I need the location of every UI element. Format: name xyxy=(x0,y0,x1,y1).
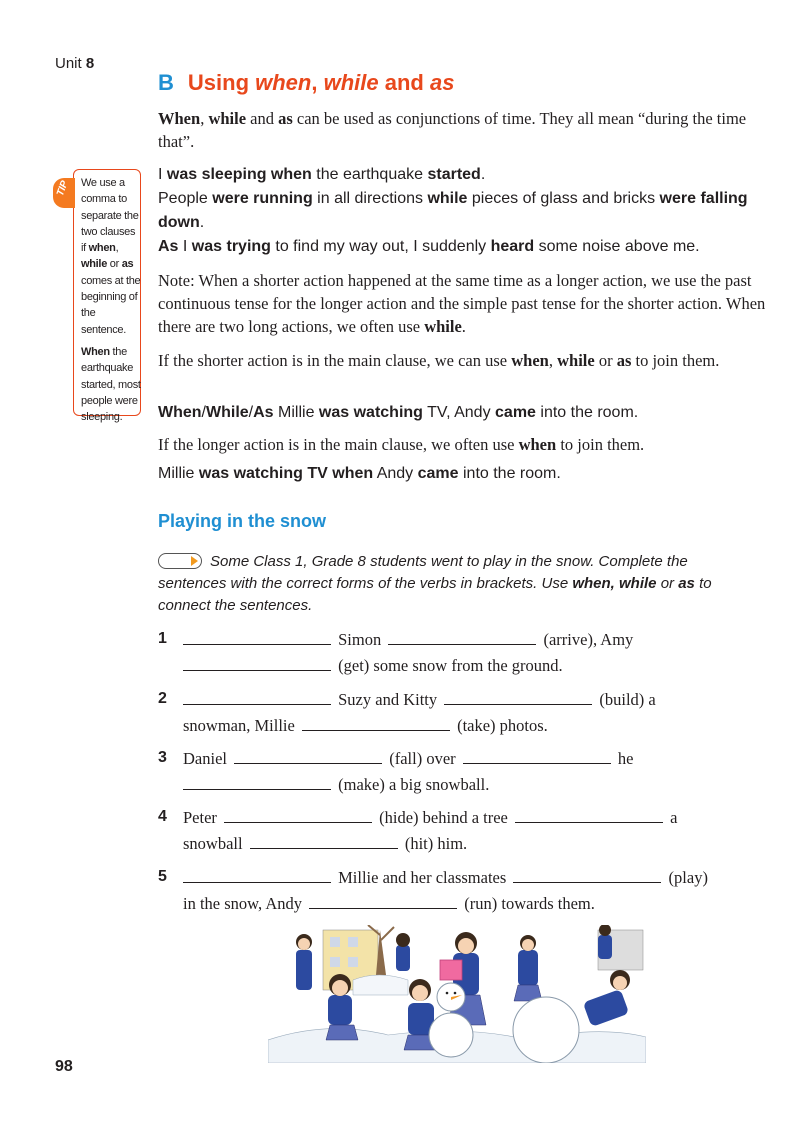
tip-label: TIP xyxy=(54,179,71,198)
tip-as: as xyxy=(121,258,134,271)
q3-blank-1[interactable] xyxy=(234,750,382,764)
ex1-c: the earthquake xyxy=(311,166,428,183)
intro-as: as xyxy=(278,109,293,128)
q1-l1b: (arrive), Amy xyxy=(543,630,634,649)
note-end: . xyxy=(461,317,466,336)
instr-2: or xyxy=(656,575,679,592)
instr-b2: as xyxy=(678,575,695,592)
ex4-g: was watching xyxy=(318,404,423,421)
ex1-e: . xyxy=(480,166,486,183)
q2-line1 xyxy=(180,687,656,713)
q5-line2 xyxy=(183,891,595,917)
page-number: 98 xyxy=(55,1058,73,1075)
title-as: as xyxy=(429,70,455,95)
q1-blank-2[interactable] xyxy=(388,631,536,645)
q5-blank-3[interactable] xyxy=(309,895,457,909)
ex1-b: was sleeping when xyxy=(166,166,312,183)
q1-line1 xyxy=(180,627,633,653)
q4-line2 xyxy=(183,831,467,857)
q4-l2b: (hit) him. xyxy=(404,834,468,853)
example-1 xyxy=(158,163,758,187)
note-text: Note: When a shorter action happened at the same time as a longer action, we use the past continuous tense for the longer action and the simple past tense for the shorter action. When there are two long actions, we often use xyxy=(158,271,766,336)
q3-l1b: (fall) over xyxy=(389,749,456,768)
unit-label xyxy=(55,55,94,72)
q5-l1c: (play) xyxy=(668,868,708,887)
q4-blank-3[interactable] xyxy=(250,835,398,849)
intro-and: and xyxy=(246,109,279,128)
snow-illustration xyxy=(268,925,646,1063)
q3-line1 xyxy=(183,746,633,772)
tip-t2: , xyxy=(115,242,119,255)
q3-l1a: Daniel xyxy=(183,749,227,768)
title-while: while xyxy=(323,70,379,95)
q1-l2a: (get) some snow from the ground. xyxy=(338,656,563,675)
tip-t1: We use a comma to separate the two clauses if xyxy=(81,177,139,255)
ex4-j: into the room. xyxy=(535,404,639,421)
ex4-i: came xyxy=(495,404,536,421)
rule1-f: as xyxy=(616,351,632,370)
rule-1 xyxy=(158,349,758,372)
tip-t3: or xyxy=(107,258,122,271)
example-3 xyxy=(158,235,758,259)
intro-rest: can be used as conjunctions of time. They all mean “during the time that”. xyxy=(158,109,747,151)
ex2-f: were falling down xyxy=(158,190,748,231)
ex2-b: were running xyxy=(212,190,313,207)
rule2-b: when xyxy=(518,435,557,454)
ex5-e: into the room. xyxy=(458,465,561,482)
ex2-a: People xyxy=(158,190,213,207)
section-letter: B xyxy=(158,70,174,95)
q1-l1a: Simon xyxy=(338,630,382,649)
q3-number: 3 xyxy=(158,749,167,766)
q3-l1c: he xyxy=(617,749,634,768)
ex2-d: while xyxy=(427,190,468,207)
ex4-h: TV, Andy xyxy=(422,404,496,421)
ex3-c: was trying xyxy=(191,238,271,255)
tip-ex-rest: the earthquake started, most people were sleeping. xyxy=(81,345,141,424)
q3-blank-2[interactable] xyxy=(463,750,611,764)
q5-blank-2[interactable] xyxy=(513,869,661,883)
q4-l1b: (hide) behind a tree xyxy=(379,808,508,827)
rule2-c: to join them. xyxy=(556,435,645,454)
q2-l1a: Suzy and Kitty xyxy=(338,690,438,709)
intro-when: When xyxy=(158,109,201,128)
examples-block xyxy=(158,163,758,259)
q2-l1b: (build) a xyxy=(599,690,656,709)
intro-while: while xyxy=(208,109,247,128)
rule1-e: or xyxy=(594,351,617,370)
rule1-b: when xyxy=(511,351,549,370)
q5-l2b: (run) towards them. xyxy=(464,894,595,913)
q4-blank-2[interactable] xyxy=(515,809,663,823)
q2-l2b: (take) photos. xyxy=(457,716,548,735)
rule1-c: , xyxy=(548,351,558,370)
ex2-g: . xyxy=(199,214,205,231)
q4-line1 xyxy=(183,805,677,831)
unit-number: 8 xyxy=(85,55,95,72)
q5-line1 xyxy=(180,865,708,891)
q5-number: 5 xyxy=(158,868,167,885)
q4-l1c: a xyxy=(670,808,678,827)
tip-t4: comes at the beginning of the sentence. xyxy=(81,274,141,336)
ex4-b: / xyxy=(201,404,206,421)
tip-while: while xyxy=(81,258,108,271)
q5-l2a: in the snow, Andy xyxy=(183,894,303,913)
unit-text: Unit xyxy=(55,55,82,72)
ex4-d: / xyxy=(248,404,254,421)
tip-example xyxy=(81,344,141,425)
q3-l2a: (make) a big snowball. xyxy=(338,775,490,794)
ex5-c: Andy xyxy=(373,465,418,482)
ex3-a: As xyxy=(158,238,179,255)
intro-paragraph xyxy=(158,107,758,153)
q2-blank-3[interactable] xyxy=(302,717,450,731)
title-sep: , xyxy=(311,70,324,95)
q5-blank-1[interactable] xyxy=(183,869,331,883)
rule-2 xyxy=(158,433,758,456)
ex5-b: was watching TV when xyxy=(198,465,374,482)
q2-blank-1[interactable] xyxy=(183,691,331,705)
title-prefix: Using xyxy=(187,70,256,95)
ex3-e: heard xyxy=(490,238,535,255)
ex4-a: When xyxy=(158,404,202,421)
intro-sep: , xyxy=(200,109,209,128)
ex5-a: Millie xyxy=(158,465,199,482)
ex3-b: I xyxy=(178,238,192,255)
note-paragraph xyxy=(158,269,768,338)
section-title xyxy=(158,70,454,96)
tip-ex-bold: When xyxy=(81,345,110,358)
q4-number: 4 xyxy=(158,808,167,825)
ex1-a: I xyxy=(158,166,167,183)
ex3-d: to find my way out, I suddenly xyxy=(270,238,491,255)
ex2-e: pieces of glass and bricks xyxy=(467,190,660,207)
rule1-d: while xyxy=(557,351,595,370)
ex2-c: in all directions xyxy=(312,190,428,207)
tip-text xyxy=(81,175,141,425)
rule2-a: If the longer action is in the main clause, we often use xyxy=(158,435,519,454)
ex4-c: While xyxy=(206,404,249,421)
q2-number: 2 xyxy=(158,690,167,707)
rule1-g: to join them. xyxy=(631,351,720,370)
example-2 xyxy=(158,187,758,235)
title-when: when xyxy=(255,70,312,95)
ex4-f: Millie xyxy=(273,404,319,421)
instr-b1: when, while xyxy=(572,575,657,592)
tip-when: when xyxy=(88,242,116,255)
instr-1: Some Class 1, Grade 8 students went to play in the snow. Complete the sentences with the correct forms of the verbs in brackets. Use xyxy=(158,553,688,592)
q1-blank-3[interactable] xyxy=(183,657,331,671)
q4-l1a: Peter xyxy=(183,808,217,827)
q5-l1b: Millie and her classmates xyxy=(338,868,507,887)
exercise-instructions xyxy=(158,551,748,617)
q1-number: 1 xyxy=(158,630,167,647)
q2-line2 xyxy=(183,713,548,739)
example-4 xyxy=(158,401,758,425)
q4-blank-1[interactable] xyxy=(224,809,372,823)
q2-l2a: snowman, Millie xyxy=(183,716,295,735)
exercise-title: Playing in the snow xyxy=(158,511,327,531)
example-5 xyxy=(158,462,758,486)
q3-blank-3[interactable] xyxy=(183,776,331,790)
ex1-d: started xyxy=(427,166,481,183)
ex4-e: As xyxy=(253,404,274,421)
title-and: and xyxy=(378,70,430,95)
ex3-f: some noise above me. xyxy=(534,238,700,255)
rule1-a: If the shorter action is in the main clause, we can use xyxy=(158,351,512,370)
q3-line2 xyxy=(180,772,489,798)
q1-line2 xyxy=(180,653,563,679)
q2-blank-2[interactable] xyxy=(444,691,592,705)
tip-tab xyxy=(53,178,75,208)
q4-l2a: snowball xyxy=(183,834,243,853)
instr-3: to connect the sentences. xyxy=(158,575,712,614)
ex5-d: came xyxy=(417,465,459,482)
note-bold: while xyxy=(424,317,462,336)
q1-blank-1[interactable] xyxy=(183,631,331,645)
